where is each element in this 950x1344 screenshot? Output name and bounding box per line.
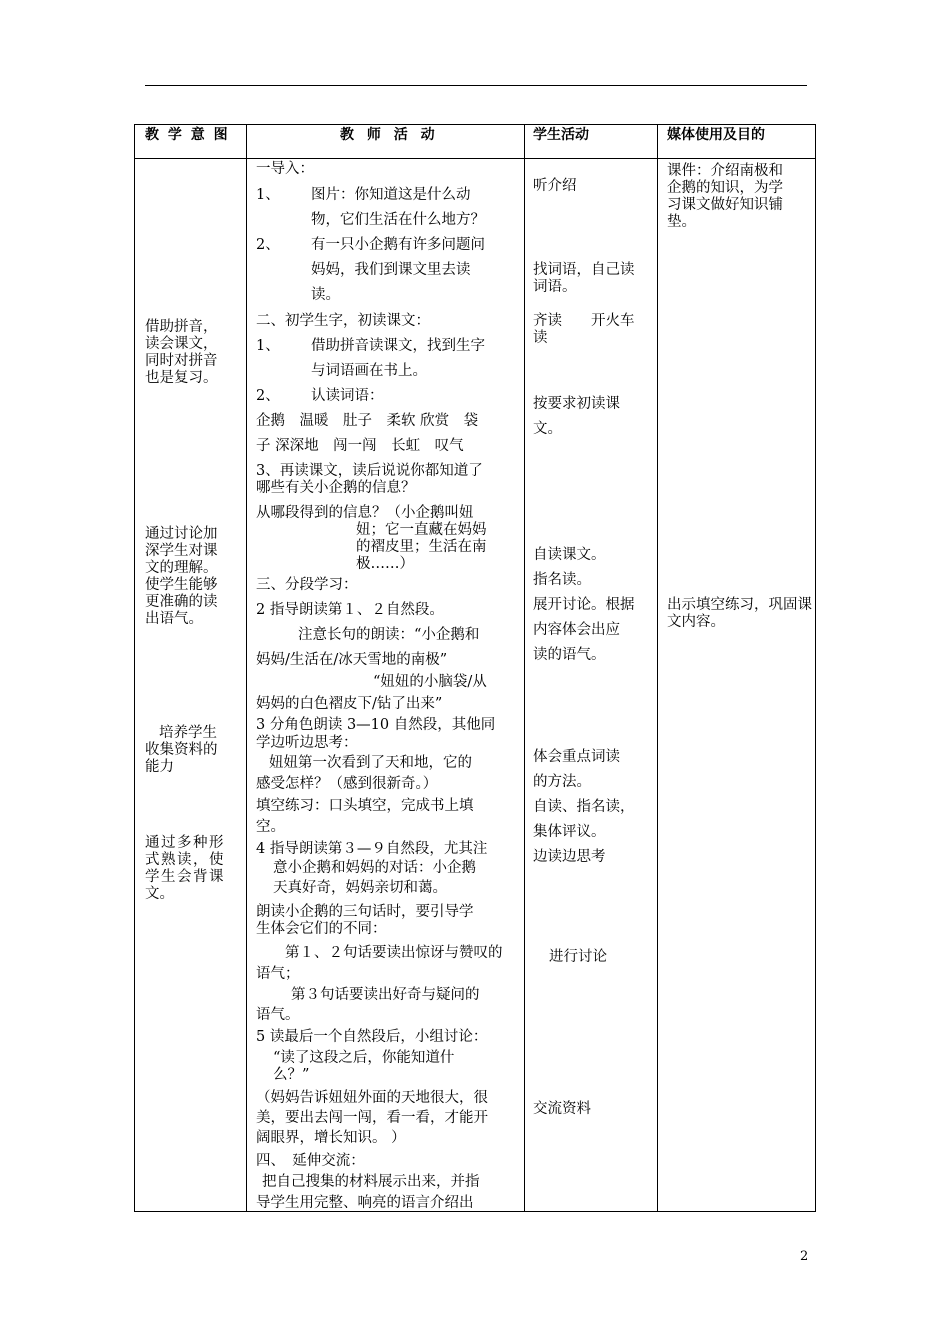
teacher-line: 子 深深地 闯一闯 长虹 叹气 [256, 438, 464, 454]
intent-line: 文的理解。 [145, 560, 218, 576]
intent-line: 读会课文， [145, 336, 218, 352]
teacher-line: 1、 [256, 338, 280, 354]
student-line: 的方法。 [533, 774, 591, 790]
teacher-line: 2 指导朗读第１、２自然段。 [256, 602, 444, 618]
teacher-line: 第３句话要读出好奇与疑问的 [291, 987, 480, 1003]
intent-line: 培养学生 [159, 725, 217, 741]
intent-line: 更准确的读 [145, 594, 218, 610]
intent-line: 通过多种形 [145, 835, 225, 851]
teacher-line: 4 指导朗读第３—９自然段，尤其注 [256, 841, 488, 857]
teacher-line: 语气； [256, 966, 300, 982]
teacher-line: 2、 [256, 388, 280, 404]
teacher-line: 导学生用完整、响亮的语言介绍出 [256, 1195, 474, 1211]
header-teacher-activity: 教 师 活 动 [340, 127, 439, 143]
student-line: 读 [533, 330, 548, 346]
student-line: 找词语，自己读 [533, 262, 635, 278]
page-number: 2 [800, 1249, 809, 1264]
teacher-line: 感受怎样？（感到很新奇。） [256, 776, 438, 792]
media-line: 企鹅的知识，为学 [667, 180, 783, 196]
student-line: 词语。 [533, 279, 577, 295]
intent-line: 同时对拼音 [145, 353, 218, 369]
student-line: 体会重点词读 [533, 749, 620, 765]
teacher-line: 生体会它们的不同： [256, 921, 387, 937]
teacher-line: 的褶皮里；生活在南 [356, 539, 487, 555]
teacher-line: 三、分段学习： [256, 577, 358, 593]
teacher-line: 妞妞第一次看到了天和地，它的 [269, 755, 472, 771]
header-media-use: 媒体使用及目的 [667, 127, 765, 143]
intent-line: 使学生能够 [145, 577, 218, 593]
media-line: 课件：介绍南极和 [667, 163, 783, 179]
teacher-line: 么？” [273, 1067, 310, 1083]
teacher-line: 有一只小企鹅有许多问题问 [311, 237, 485, 253]
header-teaching-intent: 教 学 意 图 [145, 127, 230, 143]
teacher-line: 美，要出去闯一闯，看一看，才能开 [256, 1110, 488, 1126]
teacher-line: 语气。 [256, 1007, 300, 1023]
intent-line: 通过讨论加 [145, 526, 218, 542]
teacher-line: 妈妈，我们到课文里去读 [311, 262, 471, 278]
intent-line: 文。 [145, 886, 174, 902]
teacher-line: 注意长句的朗读：“小企鹅和 [298, 627, 480, 643]
column-divider [524, 125, 525, 1211]
teacher-line: 空。 [256, 819, 285, 835]
column-divider [657, 125, 658, 1211]
teacher-line: 从哪段得到的信息？（小企鹅叫妞 [256, 505, 474, 521]
teacher-line: 认读词语： [311, 388, 384, 404]
teacher-line: 四、 延伸交流： [256, 1153, 365, 1169]
teacher-line: 企鹅 温暖 肚子 柔软 欣赏 袋 [256, 413, 479, 429]
student-line: 读的语气。 [533, 647, 606, 663]
teacher-line: 天真好奇，妈妈亲切和蔼。 [273, 880, 447, 896]
column-divider [246, 125, 247, 1211]
media-line: 出示填空练习，巩固课文内容。 [667, 597, 812, 630]
intent-line: 深学生对课 [145, 543, 218, 559]
teacher-line: 读。 [311, 287, 340, 303]
student-line: 边读边思考 [533, 849, 606, 865]
media-line: 垫。 [667, 214, 696, 230]
student-line: 集体评议。 [533, 824, 606, 840]
intent-line: 学生会背课 [145, 869, 225, 885]
header-student-activity: 学生活动 [533, 127, 589, 143]
teacher-line: 与词语画在书上。 [311, 363, 427, 379]
teacher-line: 意小企鹅和妈妈的对话：小企鹅 [273, 860, 476, 876]
teacher-line: “妞妞的小脑袋/从 [373, 674, 487, 690]
teacher-line: 妈妈/生活在/冰天雪地的南极” [256, 652, 448, 668]
media-line: 习课文做好知识铺 [667, 197, 783, 213]
student-line: 指名读。 [533, 572, 591, 588]
teacher-line: “读了这段之后，你能知道什 [273, 1050, 455, 1066]
student-line: 按要求初读课 [533, 396, 620, 412]
student-line: 齐读 开火车 [533, 313, 635, 329]
student-line: 展开讨论。根据 [533, 597, 635, 613]
teacher-line: 极……） [356, 556, 414, 572]
intent-line: 式熟读，使 [145, 852, 225, 868]
teacher-line: 3 分角色朗读 3—10 自然段，其他同 [256, 717, 496, 733]
teacher-line: 一导入： [256, 161, 314, 177]
teacher-line: 2、 [256, 237, 280, 253]
teacher-line: （妈妈告诉妞妞外面的天地很大，很 [256, 1090, 488, 1106]
student-line: 听介绍 [533, 178, 577, 194]
teacher-line: 哪些有关小企鹅的信息？ [256, 480, 416, 496]
student-line: 交流资料 [533, 1101, 591, 1117]
student-line: 自读课文。 [533, 547, 606, 563]
teacher-line: 借助拼音读课文，找到生字 [311, 338, 485, 354]
intent-line: 出语气。 [145, 611, 203, 627]
teacher-line: 二、初学生字，初读课文： [256, 313, 430, 329]
intent-line: 收集资料的 [145, 742, 218, 758]
intent-line: 也是复习。 [145, 370, 218, 386]
intent-line: 借助拼音， [145, 319, 218, 335]
teacher-line: 3、再读课文，读后说说你都知道了 [256, 463, 483, 479]
teacher-line: 1、 [256, 187, 280, 203]
teacher-line: 朗读小企鹅的三句话时，要引导学 [256, 904, 474, 920]
teacher-line: 把自己搜集的材料展示出来，并指 [262, 1174, 480, 1190]
teacher-line: 第１、２句话要读出惊讶与赞叹的 [285, 945, 503, 961]
teacher-line: 填空练习：口头填空，完成书上填 [256, 798, 474, 814]
teacher-line: 图片：你知道这是什么动 [311, 187, 471, 203]
student-line: 文。 [533, 421, 562, 437]
student-line: 自读、指名读， [533, 799, 635, 815]
teacher-line: 学边听边思考： [256, 735, 358, 751]
teacher-line: 妞；它一直藏在妈妈 [356, 522, 487, 538]
intent-line: 能力 [145, 759, 174, 775]
teacher-line: 5 读最后一个自然段后，小组讨论： [256, 1029, 488, 1045]
student-line: 内容体会出应 [533, 622, 620, 638]
teacher-line: 阔眼界，增长知识。 ） [256, 1130, 406, 1146]
teacher-line: 妈妈的白色褶皮下/钻了出来” [256, 696, 443, 712]
header-rule [145, 85, 807, 86]
lesson-plan-table [134, 124, 816, 1212]
teacher-line: 物，它们生活在什么地方？ [311, 212, 485, 228]
student-line: 进行讨论 [549, 949, 607, 965]
header-row-divider [135, 158, 815, 159]
